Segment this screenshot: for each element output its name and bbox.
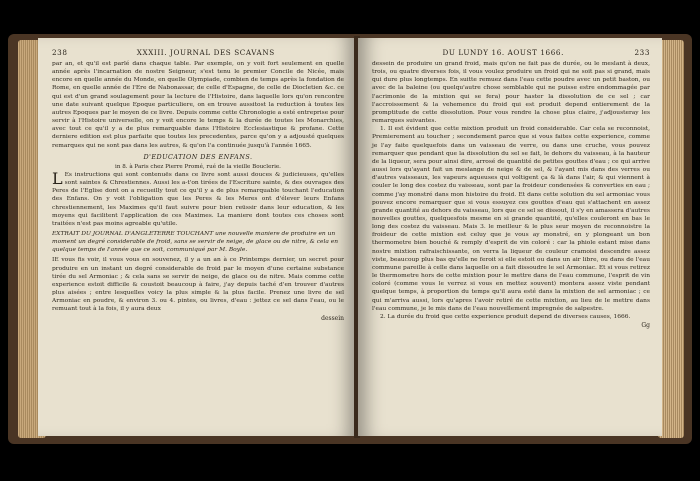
left-page (38, 38, 356, 436)
left-running-head (52, 48, 344, 57)
left-paragraph-2-text: Es instructions qui sont contenuës dans ce livre sont aussi douces & judicieuses, qu'elles sont saintes & Chrestiennes. Aussi les a-t'on tirées de l'Escriture sainte, & des ouvrages des Peres de l'Eglise dont on a recueilly tout ce qu'il y a de plus remarquable touchant l'education des Enfans. On y voit l'obligation que les Peres & les Meres ont d'élever leurs Enfans chrestiennement, les Maximes qu'il faut suivre pour bien reüssir dans leur education, & les moyens qui facilitent l'application de ces Maximes. La maniere dont toutes ces choses sont traitées n'est pas moins agreable qu'utile. (52, 171, 344, 227)
left-head-title: XXXIII. JOURNAL DES SCAVANS (136, 48, 275, 57)
section-title: D'EDUCATION DES ENFANS. (143, 152, 253, 161)
left-paragraph-3: IE vous fis voir, il vous vous en souvenez, il y a un an à ce Printemps dernier, un secret pour produire en un instant un degré considerable de froid par le moyen d'une certaine substance tirée du sel Armoniac ; & cela sans se servir de neige, de glace ou de nitre. Mais comme cette experience estoit difficile & coustoit beaucoup à faire, j'ay depuis taché d'en trouver d'autres plus aisées ; entre lesquelles voicy la plus simple & la plus facile. Prenez une livre de sel Armoniac en poudre, & environ 3. ou 4. pintes, ou livres, d'eau : jettez ce sel dans l'eau, ou le remuant tout à la fois, il y aura deux (52, 257, 344, 313)
right-head-title: DU LUNDY 16. AOUST 1666. (442, 48, 564, 57)
left-catchword: dessein (321, 314, 344, 322)
right-paragraph-1: dessein de produire un grand froid, mais qu'on ne fait pas de durée, ou le meslant à deux, trois, ou quatre diverses fois, il vous voulez produire un froid qui ne soit pas si grand, mais qui dure plus longtemps. En suitte remuez dans l'eau cette poudre avec un petit baston, ou avec de la baleine (ou quelqu'autre chose semblable qui ne puisse estre endommagée par l'acrimonie de la mixtion qui se fera) pour haster la dissolution de ce sel ; car l'accroissement & la vehemence du froid qui est produit depend entierement de la promptitude de cette dissolution. Pour vous rendre la chose plus claire, j'adjousteray les remarques suivantes. (372, 61, 650, 125)
right-page-number: 233 (634, 48, 650, 57)
right-paragraph-3: 2. La durée du froid que cette experience produit depend de diverses causes, 1666. (380, 313, 631, 320)
open-book (8, 30, 692, 450)
right-paragraph-2: 1. Il est évident que cette mixtion produit un froid considerable. Car cela se reconnoist, Premierement au toucher ; secondement parce que si vous faites cette experience, comme je l'ay faite quelquefois dans un vaisseau de verre, ou dans une cruche, vous pouvez remarquer que pendant que la dissolution du sel se fait, le dehors du vaisseau, à la hauteur de la liqueur, sera pour ainsi dire, arrosé de quantité de petites gouttes d'eau ; ce qui arrive aussi lors qu'ayant fait un meslange de neige & de sel, & l'ayant mis dans des verres ou d'autres vaisseaux, les vapeurs aqueuses qui voltigent ça & là dans l'air, & qui viennent à couler le long des costez du vaisseau, sont par la froideur condensées & converties en eau ; comme j'ay monstré dans mon histoire du froid. Et dans cette solution du sel armoniac vous pouvez encore remarquer que si vous essuyez ces gouttes d'eau qui s'attachent en assez grande quantité au dehors du vaisseau, lors que ce sel se dissout, il s'y en amassera d'autres nouvelles gouttes, quelquesfois mesme en si grande quantité, qu'elles couleront en bas le long des costez du vaisseau. Mais 3. le meilleur & le plus seur moyen de reconnoistre la froideur de cette mixtion est celuy que je vous ay monstré, en y plongeant un bon thermometre bien bouché & remply d'esprit de vin coloré : car la phiole estant mise dans nostre mixtion rafraischissante, on verra la liqueur de couleur cramoisi descendre assez viste, beaucoup plus bas qu'elle ne feroit si elle estoit ou dans un air libre, ou dans de l'eau commune pareille à celle dans laquelle on a fait dissoudre le sel Armoniac. Et si vous retirez le thermometre hors de cette mixtion pour le mettre dans de l'eau commune, l'esprit de vin coloré (comme vous le verrez si vous en mettez souvent) montera assez viste pendant quelque temps, à proportion du temps qu'il aura esté dans la mixtion de sel armoniac ; ce qui m'arriva aussi, lors qu'apres l'avoir retiré de cette mixtion, au lieu de le mettre dans l'eau commune, je le mis dans de l'eau nouvellement impregnée de salpestre. (372, 126, 650, 312)
left-paragraph-2 (52, 168, 344, 228)
signature-mark: Gg (641, 322, 650, 329)
left-paragraph-1: par an, et qu'il est parlé dans chaque table. Par exemple, on y voit fort seulement en quelle année après l'incarnation de nostre Seigneur, s'est tenu le premier Concile de Nicée, mais encore en quelle année du Monde, en quelle Olympiade, combien de temps après la fondation de Rome, en quelle année de l'Ere de Nabonassar, de celle d'Espagne, de celle de Diocletien &c. ce qui est d'un grand soulagement pour la lecture de l'Histoire, dans laquelle lors qu'on rencontre une date suivant quelque Epoque particuliere, on en trouve aussitost la reduction à toutes les autres Epoques par le moyen de ce livre. Depuis comme cette Chronologie a esté entreprise pour servir à l'Histoire universelle, on y voit encore le temps & la durée de toutes les Monarchies, avec tout ce qu'il y a de plus remarquable dans l'Histoire Ecclesiastique & profane. Cette derniere edition est plus parfaite que toutes les precedentes, parce qu'on y a adjousté quelques remarques qui ne sont pas dans les autres, & qu'on l'a continuée jusqu'à l'année 1665. (52, 61, 344, 149)
right-page (358, 38, 662, 436)
dropcap-letter: L (52, 168, 63, 188)
right-running-head (372, 48, 650, 57)
extract-title: EXTRAIT DU JOURNAL D'ANGLETERRE TOUCHANT une nouvelle maniere de produire en un moment un degré considerable de froid, sans se servir de neige, de glace ou de nitre, & cela en quelque temps de l'année que ce soit, communiqué par M. Boyle. (52, 230, 339, 254)
section-subtitle: in 8. à Paris chez Pierre Promé, rué de la vieille Bouclerie. (115, 163, 281, 170)
left-page-number: 238 (52, 48, 68, 57)
